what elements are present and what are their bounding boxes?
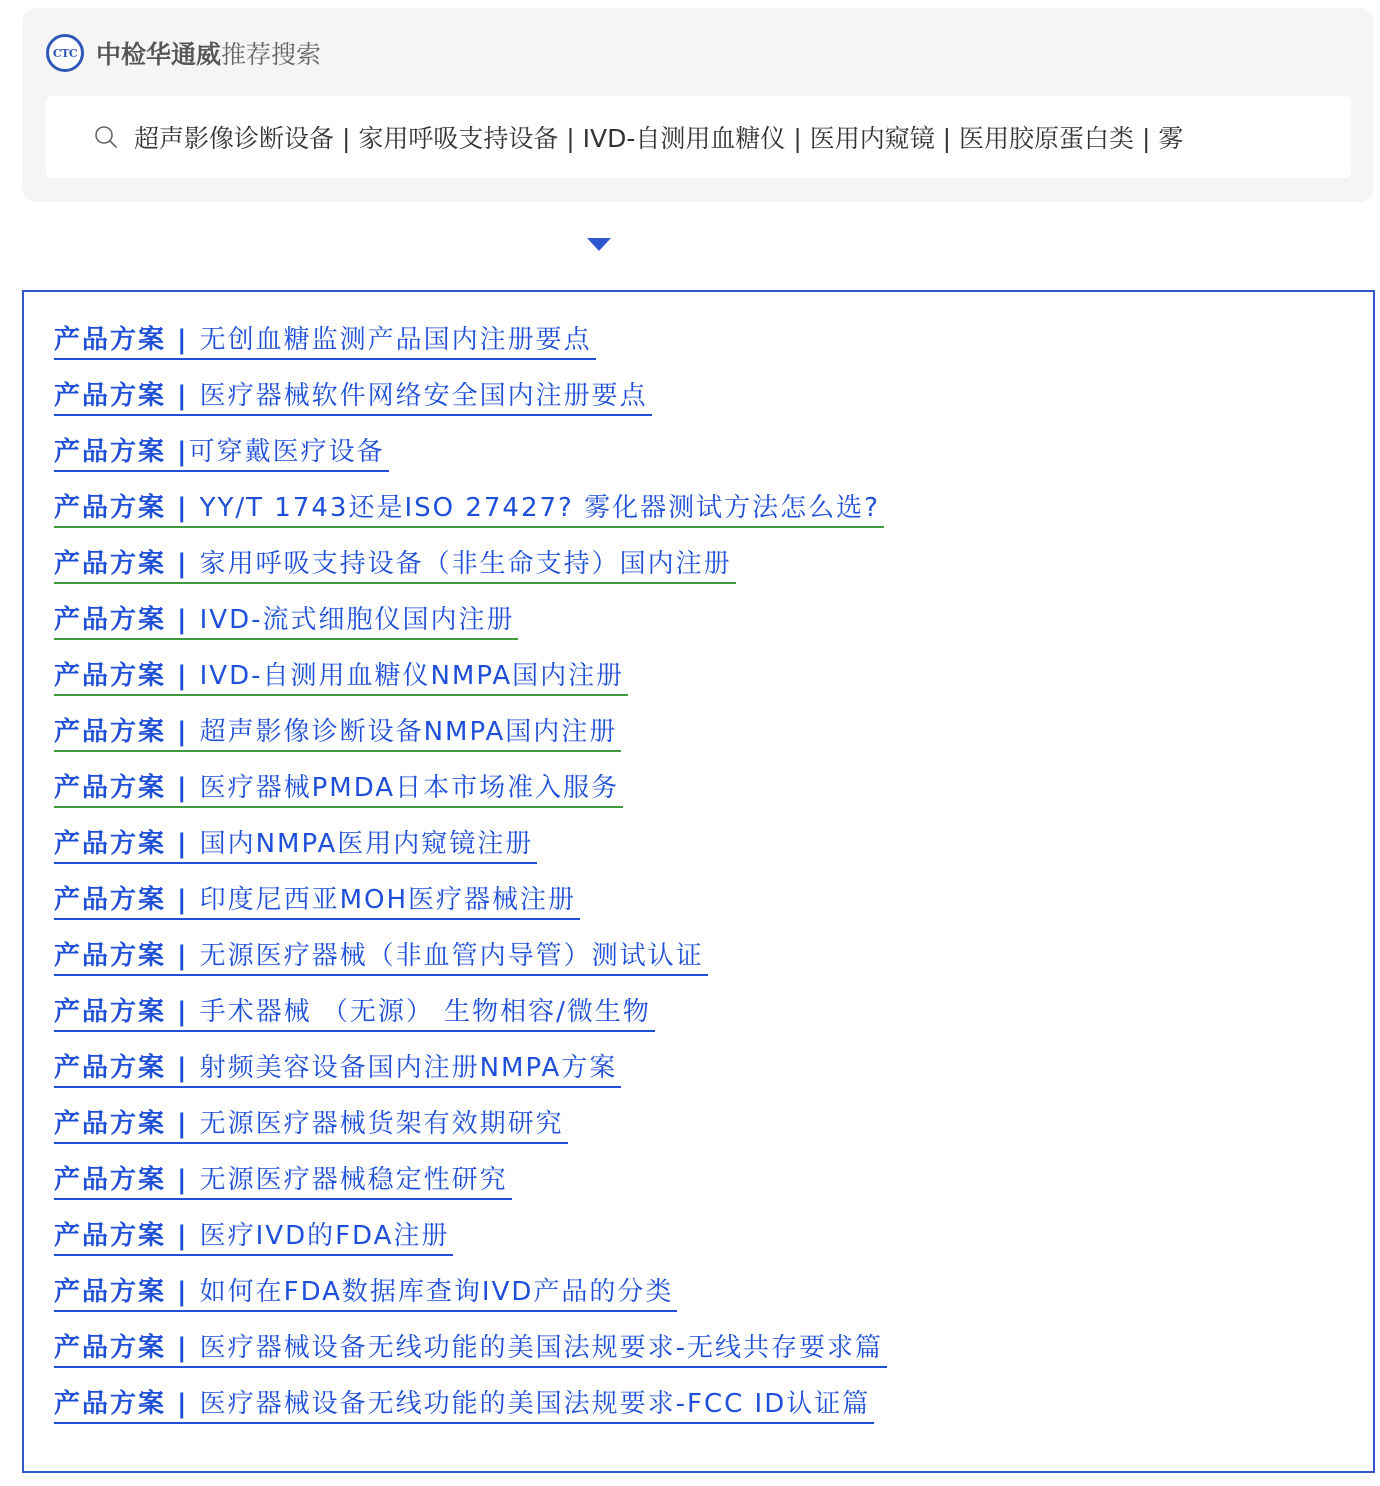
result-title: 医疗器械设备无线功能的美国法规要求-无线共存要求篇 [199,1333,883,1363]
result-title: 手术器械 （无源） 生物相容/微生物 [199,997,651,1027]
result-title: 医疗器械设备无线功能的美国法规要求-FCC ID认证篇 [199,1389,871,1419]
result-prefix: 产品方案 | [54,997,200,1027]
result-prefix: 产品方案 | [54,1053,200,1083]
result-prefix: 产品方案 | [54,493,200,523]
result-title: 无源医疗器械（非血管内导管）测试认证 [199,941,704,971]
result-prefix: 产品方案 | [54,717,200,747]
result-prefix: 产品方案 | [54,661,200,691]
recommended-search-panel [22,8,1374,202]
result-prefix: 产品方案 | [54,437,189,467]
result-prefix: 产品方案 | [54,829,200,859]
result-link[interactable] [54,994,655,1032]
result-title: 医疗器械PMDA日本市场准入服务 [199,773,620,803]
list-item [54,938,887,994]
list-item [54,434,887,490]
result-link[interactable] [54,882,580,920]
list-item [54,994,887,1050]
result-link[interactable] [54,434,389,472]
result-title: 超声影像诊断设备NMPA国内注册 [199,717,618,747]
result-prefix: 产品方案 | [54,1221,200,1251]
result-link[interactable] [54,546,736,584]
search-keywords: 超声影像诊断设备 | 家用呼吸支持设备 | IVD-自测用血糖仪 | 医用内窥镜 | 医用胶原蛋白类 | 雾 [134,124,1184,153]
list-item [54,1162,887,1218]
result-prefix: 产品方案 | [54,773,200,803]
result-link[interactable] [54,378,652,416]
result-title: 医疗IVD的FDA注册 [199,1221,450,1251]
list-item [54,322,887,378]
result-link[interactable] [54,1218,453,1256]
list-item [54,658,887,714]
list-item [54,826,887,882]
results-panel [22,290,1375,1473]
result-title: 家用呼吸支持设备（非生命支持）国内注册 [199,549,732,579]
result-prefix: 产品方案 | [54,941,200,971]
list-item [54,490,887,546]
list-item [54,770,887,826]
brand-suffix: 推荐搜索 [221,40,322,69]
result-title: 印度尼西亚MOH医疗器械注册 [199,885,577,915]
result-link[interactable] [54,490,884,528]
result-title: IVD-流式细胞仪国内注册 [199,605,515,635]
result-prefix: 产品方案 | [54,1165,200,1195]
list-item [54,1106,887,1162]
result-link[interactable] [54,1106,568,1144]
ctc-logo-icon: CTC [46,34,84,72]
brand-name: 中检华通威 [96,40,222,69]
result-title: IVD-自测用血糖仪NMPA国内注册 [199,661,625,691]
result-link[interactable] [54,1162,512,1200]
result-prefix: 产品方案 | [54,381,200,411]
dropdown-caret-icon [587,238,611,251]
search-icon [94,125,118,149]
result-prefix: 产品方案 | [54,325,200,355]
list-item [54,882,887,938]
list-item [54,602,887,658]
result-prefix: 产品方案 | [54,1389,200,1419]
result-title: 医疗器械软件网络安全国内注册要点 [199,381,648,411]
result-link[interactable] [54,714,621,752]
list-item [54,714,887,770]
results-list [54,322,887,1442]
list-item [54,378,887,434]
result-title: 如何在FDA数据库查询IVD产品的分类 [199,1277,674,1307]
list-item [54,1274,887,1330]
result-title: YY/T 1743还是ISO 27427? 雾化器测试方法怎么选? [199,493,880,523]
brand-header [46,34,321,72]
result-link[interactable] [54,1274,677,1312]
list-item [54,1218,887,1274]
result-link[interactable] [54,826,537,864]
result-prefix: 产品方案 | [54,549,200,579]
result-title: 国内NMPA医用内窥镜注册 [199,829,534,859]
search-input[interactable] [46,96,1351,178]
list-item [54,1330,887,1386]
list-item [54,1050,887,1106]
result-link[interactable] [54,1386,874,1424]
result-link[interactable] [54,1330,887,1368]
result-prefix: 产品方案 | [54,1277,200,1307]
result-title: 无源医疗器械稳定性研究 [199,1165,508,1195]
list-item [54,1386,887,1442]
result-link[interactable] [54,770,623,808]
result-link[interactable] [54,938,708,976]
result-link[interactable] [54,1050,621,1088]
list-item [54,546,887,602]
result-title: 射频美容设备国内注册NMPA方案 [199,1053,618,1083]
result-prefix: 产品方案 | [54,885,200,915]
result-link[interactable] [54,322,596,360]
result-title: 可穿戴医疗设备 [188,437,385,467]
result-prefix: 产品方案 | [54,1333,200,1363]
result-title: 无源医疗器械货架有效期研究 [199,1109,564,1139]
result-link[interactable] [54,602,518,640]
result-prefix: 产品方案 | [54,605,200,635]
result-title: 无创血糖监测产品国内注册要点 [199,325,592,355]
result-prefix: 产品方案 | [54,1109,200,1139]
result-link[interactable] [54,658,628,696]
